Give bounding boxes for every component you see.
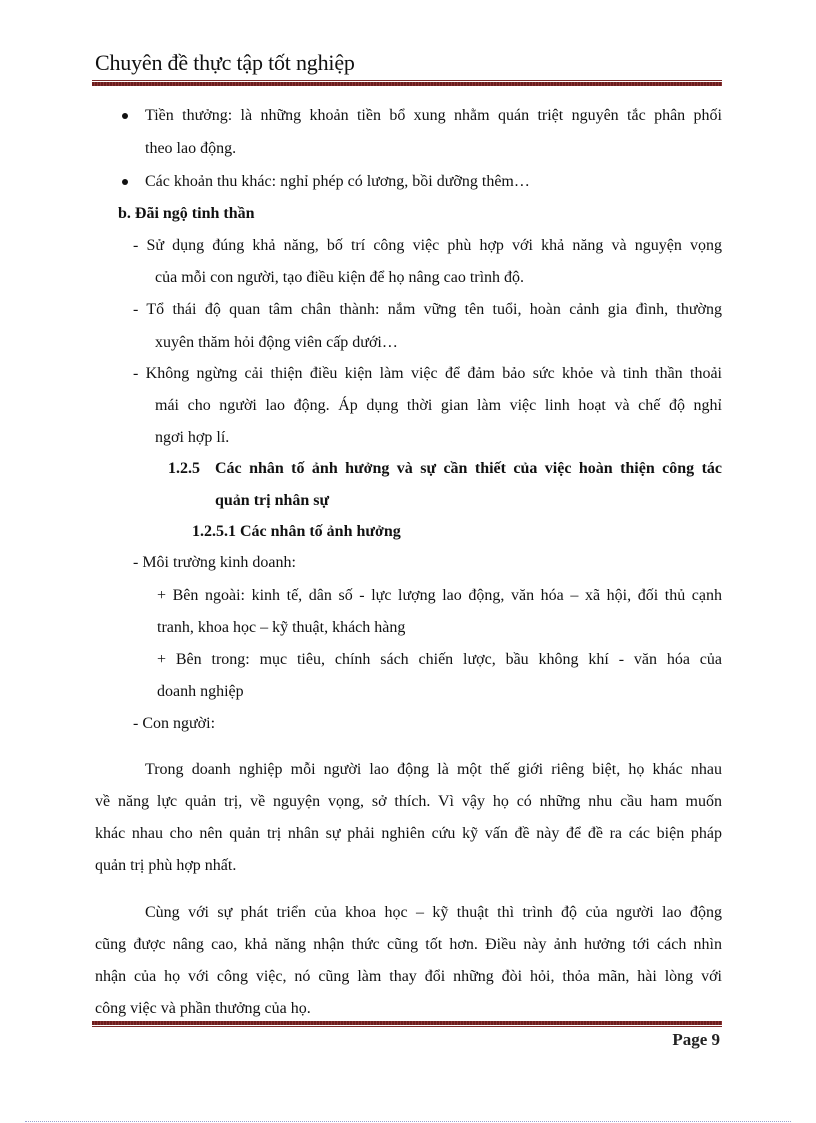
header-rule-thick bbox=[92, 82, 722, 86]
header-title: Chuyên đề thực tập tốt nghiệp bbox=[95, 50, 355, 75]
bullet-item-2-line-1: Các khoản thu khác: nghỉ phép có lương, bồi dưỡng thêm… bbox=[145, 173, 530, 190]
dash-item-2-line-1: - Tổ thái độ quan tâm chân thành: nắm vững tên tuổi, hoàn cảnh gia đình, thường bbox=[133, 301, 722, 318]
inside-factors-line-2: doanh nghiệp bbox=[157, 683, 244, 700]
dash-item-2-line-2: xuyên thăm hỏi động viên cấp dưới… bbox=[155, 334, 398, 351]
heading-dai-ngo-tinh-than: b. Đãi ngộ tinh thần bbox=[118, 205, 255, 222]
dash-item-3-line-3: ngơi hợp lí. bbox=[155, 429, 230, 446]
paragraph-1-line-3: khác nhau cho nên quản trị nhân sự phải nghiên cứu kỹ vấn đề này để đề ra các biện pháp bbox=[95, 825, 722, 842]
paragraph-2-line-4: công việc và phần thưởng của họ. bbox=[95, 1000, 311, 1017]
section-1-2-5-title-line-2: quản trị nhân sự bbox=[215, 492, 330, 509]
bullet-icon bbox=[122, 113, 128, 119]
bullet-item-1-line-1: Tiền thưởng: là những khoản tiền bổ xung nhằm quán triệt nguyên tắc phân phối bbox=[145, 107, 722, 124]
page-number: Page 9 bbox=[672, 1030, 720, 1049]
dash-item-1-line-2: của mỗi con người, tạo điều kiện để họ nâng cao trình độ. bbox=[155, 269, 525, 286]
business-environment-label: - Môi trường kinh doanh: bbox=[133, 554, 296, 571]
paragraph-1-line-1: Trong doanh nghiệp mỗi người lao động là một thế giới riêng biệt, họ khác nhau bbox=[145, 761, 722, 778]
section-1-2-5-number: 1.2.5 bbox=[168, 460, 200, 477]
paragraph-1-line-2: về năng lực quản trị, về nguyện vọng, sở thích. Vì vậy họ có những nhu cầu ham muốn bbox=[95, 793, 722, 810]
paragraph-2-line-2: cũng được nâng cao, khả năng nhận thức cũng tốt hơn. Điều này ảnh hưởng tới cách nhìn bbox=[95, 936, 722, 953]
section-1-2-5-1-title: 1.2.5.1 Các nhân tố ảnh hưởng bbox=[192, 523, 401, 540]
footer-rule-thin bbox=[92, 1026, 722, 1027]
header-rule-thin bbox=[92, 80, 722, 81]
dash-item-3-line-1: - Không ngừng cải thiện điều kiện làm việc để đảm bảo sức khỏe và tinh thần thoải bbox=[133, 365, 722, 382]
dash-item-3-line-2: mái cho người lao động. Áp dụng thời gian làm việc linh hoạt và chế độ nghỉ bbox=[155, 397, 722, 414]
footer-rule bbox=[92, 1021, 722, 1028]
people-label: - Con người: bbox=[133, 715, 216, 732]
dash-item-1-line-1: - Sử dụng đúng khả năng, bố trí công việc phù hợp với khả năng và nguyện vọng bbox=[133, 237, 722, 254]
header-rule bbox=[92, 80, 722, 87]
outside-factors-line-2: tranh, khoa học – kỹ thuật, khách hàng bbox=[157, 619, 406, 636]
paragraph-1-line-4: quản trị phù hợp nhất. bbox=[95, 857, 237, 874]
paragraph-2-line-3: nhận của họ với công việc, nó cũng làm thay đổi những đòi hỏi, thỏa mãn, hài lòng với bbox=[95, 968, 722, 985]
outside-factors-line-1: + Bên ngoài: kinh tế, dân số - lực lượng lao động, văn hóa – xã hội, đối thủ cạnh bbox=[157, 587, 722, 604]
page-break-divider bbox=[25, 1121, 791, 1122]
footer-rule-thick bbox=[92, 1021, 722, 1025]
section-1-2-5-title-line-1: Các nhân tố ảnh hưởng và sự cần thiết của việc hoàn thiện công tác bbox=[215, 460, 722, 477]
bullet-icon bbox=[122, 179, 128, 185]
paragraph-2-line-1: Cùng với sự phát triển của khoa học – kỹ thuật thì trình độ của người lao động bbox=[145, 904, 722, 921]
inside-factors-line-1: + Bên trong: mục tiêu, chính sách chiến lược, bầu không khí - văn hóa của bbox=[157, 651, 722, 668]
bullet-item-1-line-2: theo lao động. bbox=[145, 140, 237, 157]
